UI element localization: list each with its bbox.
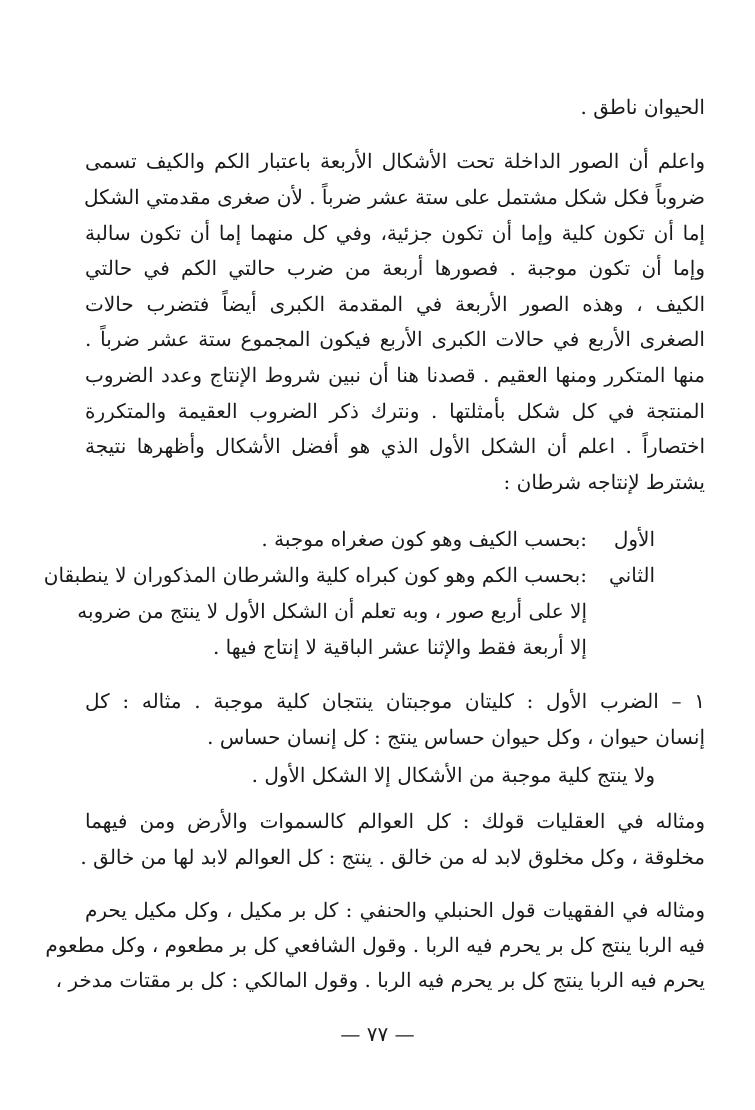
paragraph-line: يحرم فيه الربا ينتج كل بر يحرم فيه الربا . وقول المالكي : كل بر مقتات مدخر ، [55, 968, 705, 992]
note-line: ولا ينتج كلية موجبة من الأشكال إلا الشكل الأول . [251, 763, 655, 787]
second-condition-line: :بحسب الكم وهو كون كبراه كلية والشرطان المذكوران لا ينطبقان [43, 563, 587, 587]
paragraph-line: ضروباً فكل شكل مشتمل على ستة عشر ضرباً . لأن صغرى مقدمتي الشكل [83, 185, 705, 209]
paragraph-line: فيه الربا ينتج كل بر يحرم فيه الربا . وقول الشافعي كل بر مطعوم ، وكل مطعوم [45, 933, 705, 957]
paragraph-line: الصغرى الأربع في حالات الكبرى الأربع فيكون المجموع ستة عشر ضرباً . [85, 327, 705, 351]
paragraph-line: ومثاله في العقليات قولك : كل العوالم كالسموات والأرض ومن فيهما [85, 809, 705, 833]
paragraph-line: المنتجة في كل شكل بأمثلتها . ونترك ذكر الضروب العقيمة والمتكررة [85, 399, 705, 423]
second-condition-line: إلا أربعة فقط والإثنا عشر الباقية لا إنتاج فيها . [212, 635, 587, 659]
paragraph-line: إما أن تكون كلية وإما أن تكون جزئية، وفي كل منهما إما أن تكون سالبة [85, 221, 705, 245]
page-number: — ٧٧ — [340, 1022, 415, 1046]
paragraph-line: اختصاراً . اعلم أن الشكل الأول الذي هو أفضل الأشكال وأظهرها نتيجة [85, 434, 705, 458]
continuation-line: الحيوان ناطق . [580, 95, 705, 119]
paragraph-line: يشترط لإنتاجه شرطان : [503, 470, 705, 494]
second-condition-line: إلا على أربع صور ، وبه تعلم أن الشكل الأول لا ينتج من ضروبه [77, 599, 587, 623]
paragraph-line: مخلوقة ، وكل مخلوق لابد له من خالق . ينتج : كل العوالم لابد لها من خالق . [80, 845, 705, 869]
first-condition-label: الأول [613, 527, 655, 551]
first-condition-text: :بحسب الكيف وهو كون صغراه موجبة . [261, 527, 587, 551]
second-condition-label: الثاني [608, 563, 655, 587]
paragraph-line: وإما أن تكون موجبة . فصورها أربعة من ضرب حالتي الكم في حالتي [85, 256, 705, 280]
paragraph-line: إنسان حيوان ، وكل حيوان حساس ينتج : كل إنسان حساس . [207, 725, 705, 749]
paragraph-line: واعلم أن الصور الداخلة تحت الأشكال الأربعة باعتبار الكم والكيف تسمى [85, 149, 705, 173]
paragraph-line: ومثاله في الفقهيات قول الحنبلي والحنفي : كل بر مكيل ، وكل مكيل يحرم [85, 898, 705, 922]
paragraph-line: ١ – الضرب الأول : كليتان موجبتان ينتجان كلية موجبة . مثاله : كل [85, 689, 705, 713]
paragraph-line: الكيف ، وهذه الصور الأربعة في المقدمة الكبرى أيضاً فتضرب حالات [85, 292, 705, 316]
paragraph-line: منها المتكرر ومنها العقيم . قصدنا هنا أن نبين شروط الإنتاج وعدد الضروب [85, 363, 705, 387]
